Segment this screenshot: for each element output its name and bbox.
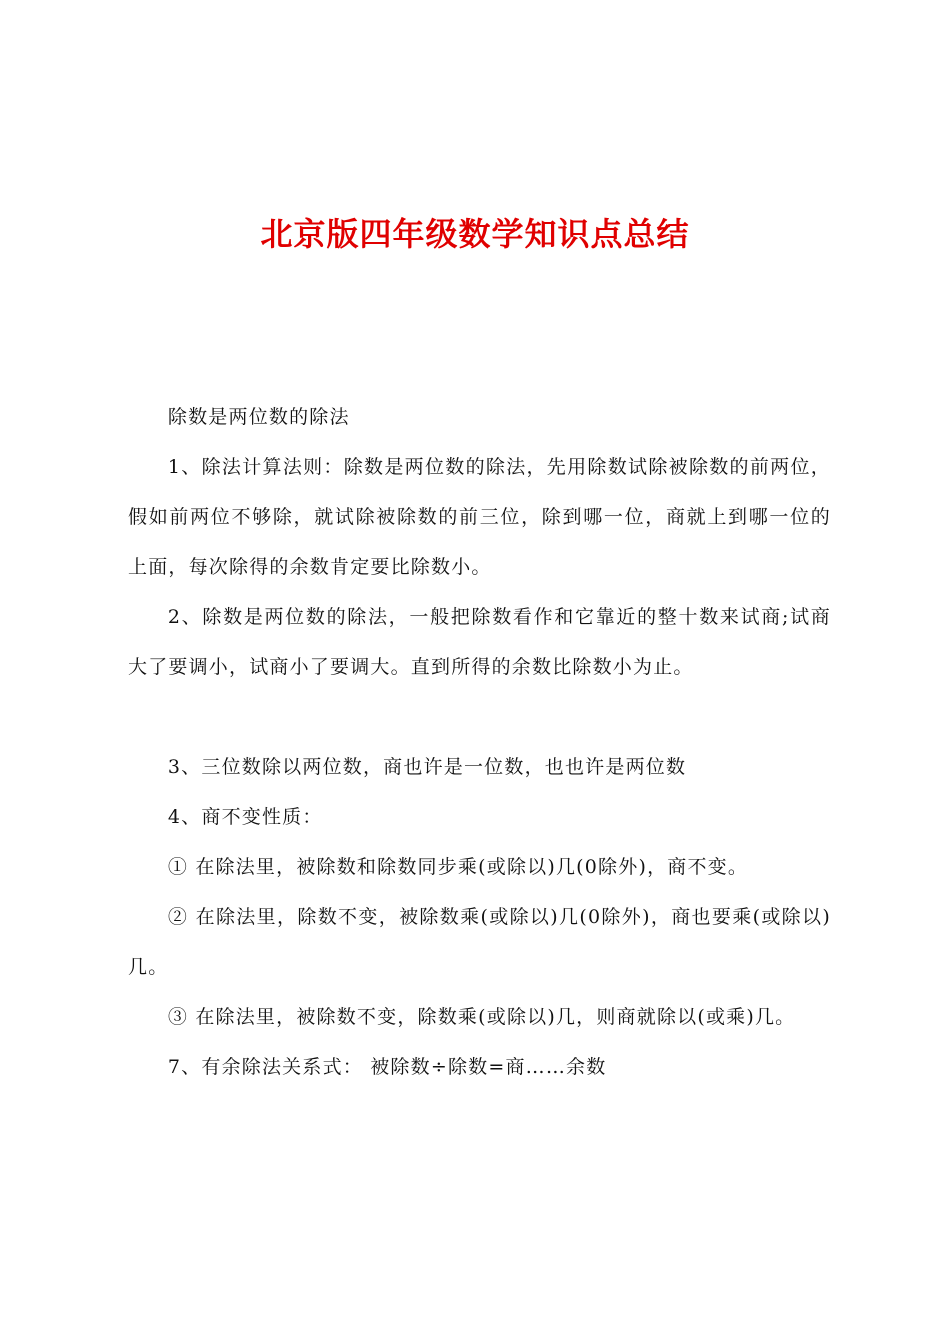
paragraph-three-digit-division: 3、三位数除以两位数，商也许是一位数，也也许是两位数 — [167, 756, 687, 778]
paragraph-property-3: ③ 在除法里，被除数不变，除数乘(或除以)几，则商就除以(或乘)几。 — [167, 1006, 796, 1028]
section-heading: 除数是两位数的除法 — [167, 406, 350, 428]
paragraph-spacer — [128, 692, 831, 742]
document-body — [128, 392, 831, 1092]
document-title: 北京版四年级数学知识点总结 — [260, 215, 690, 253]
paragraph-property-2: ② 在除法里，除数不变，被除数乘(或除以)几(0除外)，商也要乘(或除以)几。 — [128, 906, 831, 978]
paragraph-property-1: ① 在除法里，被除数和除数同步乘(或除以)几(0除外)，商不变。 — [167, 856, 749, 878]
paragraph-quotient-property-heading: 4、商不变性质： — [167, 806, 323, 828]
paragraph-trial-quotient: 2、除数是两位数的除法，一般把除数看作和它靠近的整十数来试商;试商大了要调小，试商小了要调大。直到所得的余数比除数小为止。 — [128, 606, 831, 678]
paragraph-remainder-formula: 7、有余除法关系式： 被除数÷除数=商……余数 — [167, 1056, 607, 1078]
paragraph-division-rule: 1、除法计算法则：除数是两位数的除法，先用除数试除被除数的前两位，假如前两位不够除，就试除被除数的前三位，除到哪一位，商就上到哪一位的上面，每次除得的余数肯定要比除数小。 — [128, 456, 831, 578]
